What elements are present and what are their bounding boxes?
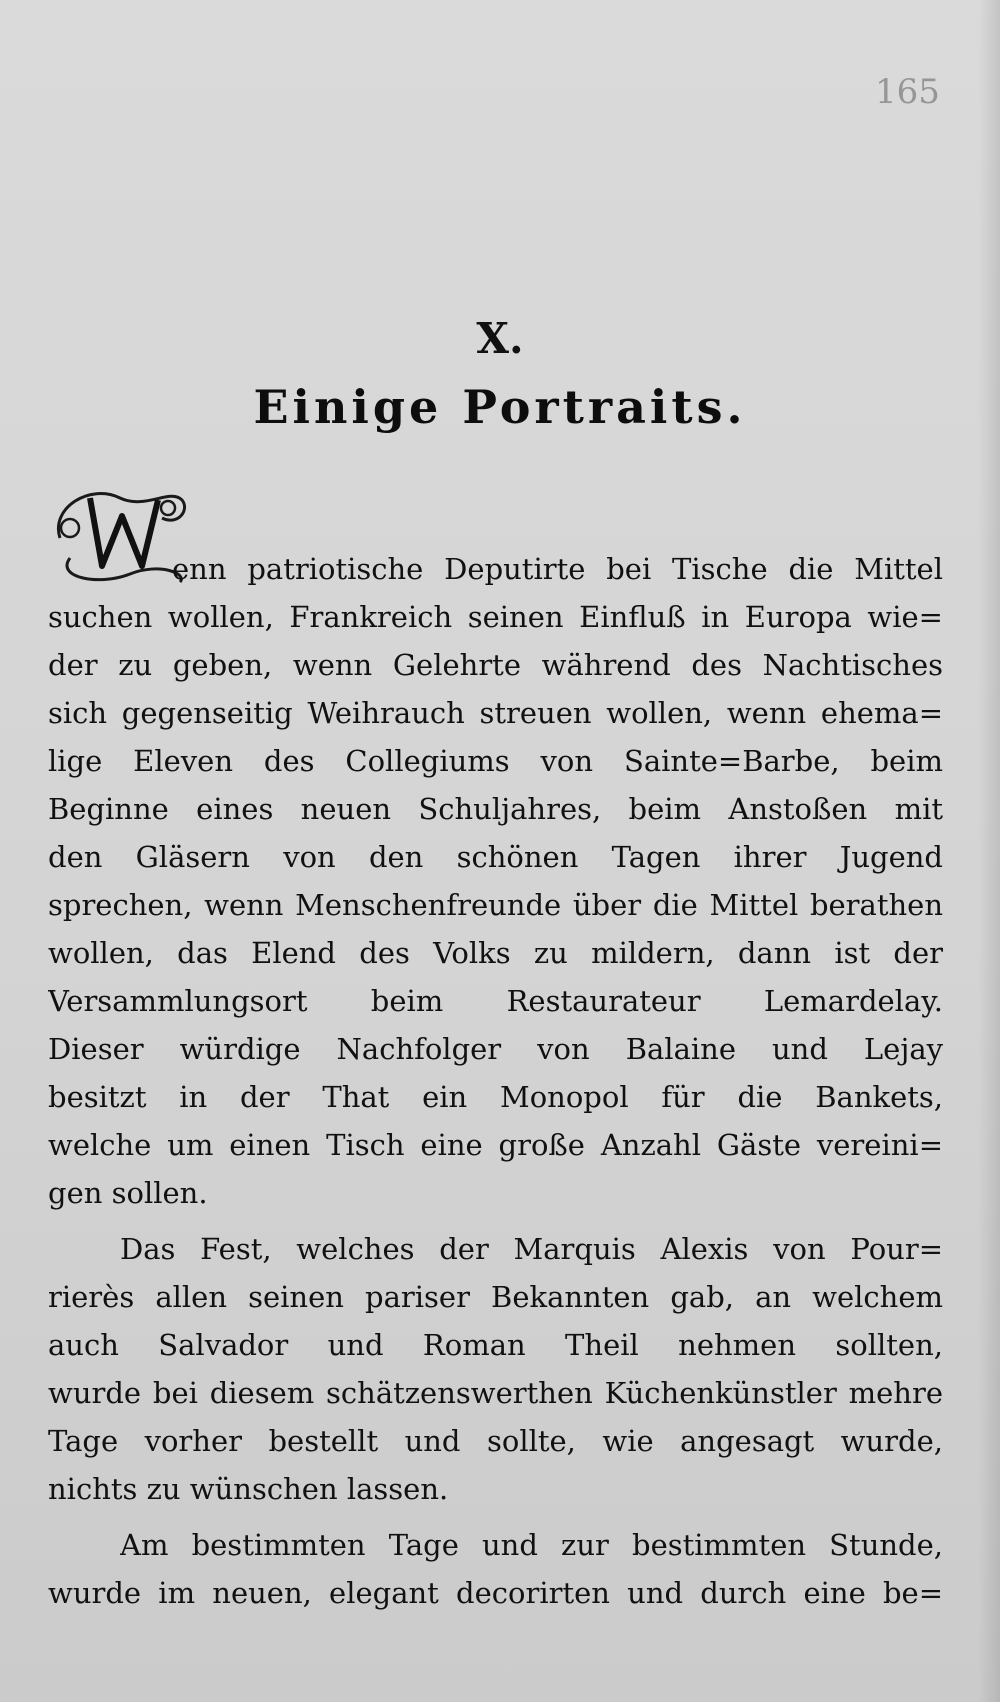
text-line: lige Eleven des Collegiums von Sainte=Barbe, beim <box>48 744 943 778</box>
text-line: der zu geben, wenn Gelehrte während des Nachtisches <box>48 648 943 682</box>
text-line: Das Fest, welches der Marquis Alexis von Pour= <box>120 1232 943 1266</box>
text-line: sich gegenseitig Weihrauch streuen wollen, wenn ehema= <box>48 696 943 730</box>
text-line: den Gläsern von den schönen Tagen ihrer Jugend <box>48 840 943 874</box>
chapter-title: Einige Portraits. <box>253 380 747 434</box>
text-line: auch Salvador und Roman Theil nehmen sollten, <box>48 1328 943 1362</box>
text-line: Tage vorher bestellt und sollte, wie angesagt wurde, <box>48 1424 943 1458</box>
text-line: Versammlungsort beim Restaurateur Lemardelay. <box>48 984 943 1018</box>
page-edge-shadow <box>978 0 1000 1702</box>
text-line: enn patriotische Deputirte bei Tische die Mittel <box>172 552 943 586</box>
text-line: welche um einen Tisch eine große Anzahl Gäste vereini= <box>48 1128 943 1162</box>
text-line: nichts zu wünschen lassen. <box>48 1472 449 1506</box>
text-line: rierès allen seinen pariser Bekannten gab, an welchem <box>48 1280 943 1314</box>
page-number: 165 <box>875 72 940 112</box>
text-line: suchen wollen, Frankreich seinen Einfluß in Europa wie= <box>48 600 943 634</box>
text-line: gen sollen. <box>48 1176 208 1210</box>
text-line: wollen, das Elend des Volks zu mildern, dann ist der <box>48 936 943 970</box>
text-line: besitzt in der That ein Monopol für die Bankets, <box>48 1080 943 1114</box>
text-line: Dieser würdige Nachfolger von Balaine und Lejay <box>48 1032 943 1066</box>
text-line: Beginne eines neuen Schuljahres, beim Anstoßen mit <box>48 792 943 826</box>
text-line: sprechen, wenn Menschenfreunde über die Mittel berathen <box>48 888 943 922</box>
text-line: wurde bei diesem schätzenswerthen Küchenkünstler mehre <box>48 1376 943 1410</box>
chapter-number: X. <box>476 314 524 363</box>
text-line: Am bestimmten Tage und zur bestimmten Stunde, <box>120 1528 943 1562</box>
text-line: wurde im neuen, elegant decorirten und durch eine be= <box>48 1576 943 1610</box>
